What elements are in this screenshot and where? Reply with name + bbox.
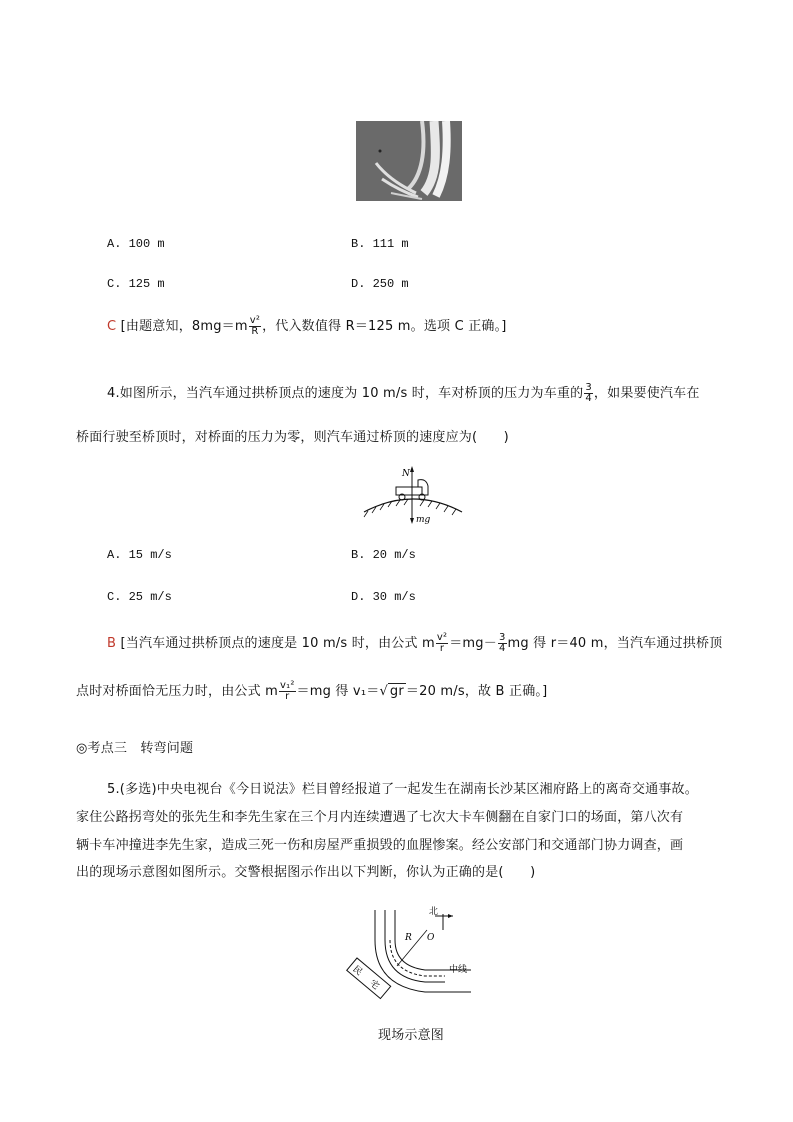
q3-answer <box>107 315 507 337</box>
q4-option-a: A. 15 m/s <box>107 548 172 562</box>
arch-bridge-figure <box>360 464 466 526</box>
force-label-mg: mg <box>416 515 431 525</box>
q3-answer-letter: C <box>107 319 117 334</box>
figure-caption: 现场示意图 <box>378 1028 445 1043</box>
tire-tracks-image <box>356 121 462 201</box>
q4-stem-line1: 4.如图所示，当汽车通过拱桥顶点的速度为 10 m/s 时，车对桥顶的压力为车重的 $\frac{3}{4}$ ，如果要使汽车在 <box>107 382 700 404</box>
q5-stem-line2: 家住公路拐弯处的张先生和李先生家在三个月内连续遭遇了七次大卡车侧翻在自家门口的场面，第八次有 <box>76 810 684 825</box>
section-heading: ◎考点三 转弯问题 <box>76 741 194 756</box>
q3-option-b: B. 111 m <box>351 237 409 251</box>
center-label: O <box>427 933 435 943</box>
q4-option-b: B. 20 m/s <box>351 548 416 562</box>
q3-option-a: A. 100 m <box>107 237 165 251</box>
q3-answer-fraction: $\frac{\text{v²}}{R}$ <box>249 315 261 337</box>
q3-answer-post: ，代入数值得 R＝125 m。选项 C 正确。] <box>262 319 507 334</box>
q3-answer-pre: [由题意知，8mg＝m <box>120 319 248 334</box>
q4-stem-fraction: $\frac{3}{4}$ <box>585 382 592 404</box>
q4-answer-line2: 点时对桥面恰无压力时，由公式 m $\frac{\text{v₁²}}{r}$ ＝mg 得 v₁＝√ gr ＝20 m/s，故 B 正确。] <box>76 680 548 702</box>
radius-label: R <box>405 933 412 943</box>
q4-option-d: D. 30 m/s <box>351 590 416 604</box>
q4-answer-line1: B [当汽车通过拱桥顶点的速度是 10 m/s 时，由公式 m $\frac{\text{v²}}{r}$ ＝mg－ $\frac{3}{4}$ mg 得 r＝40 m，当汽车通过拱桥顶 <box>107 632 723 654</box>
house-label-1: 民 <box>350 964 364 978</box>
q4-option-c: C. 25 m/s <box>107 590 172 604</box>
q4-stem-line2: 桥面行驶至桥顶时，对桥面的压力为零，则汽车通过桥顶的速度应为( ) <box>76 430 509 445</box>
q5-stem-line3: 辆卡车冲撞进李先生家，造成三死一伤和房屋严重损毁的血腥惨案。经公安部门和交通部门协力调查，画 <box>76 838 684 853</box>
house-label-2: 宅 <box>367 978 381 992</box>
north-label: 北 <box>429 907 439 917</box>
force-label-n: N <box>402 469 410 479</box>
q5-stem-line1: 5.(多选)中央电视台《今日说法》栏目曾经报道了一起发生在湖南长沙某区湘府路上的离奇交通事故。 <box>107 782 698 797</box>
road-curve-figure <box>345 900 475 1012</box>
q3-option-c: C. 125 m <box>107 277 165 291</box>
q3-option-d: D. 250 m <box>351 277 409 291</box>
tire-tracks-photo <box>356 121 462 201</box>
centerline-label: 中线 <box>449 965 468 975</box>
q5-stem-line4: 出的现场示意图如图所示。交警根据图示作出以下判断，你认为正确的是( ) <box>76 865 536 880</box>
q4-answer-letter: B <box>107 636 117 651</box>
